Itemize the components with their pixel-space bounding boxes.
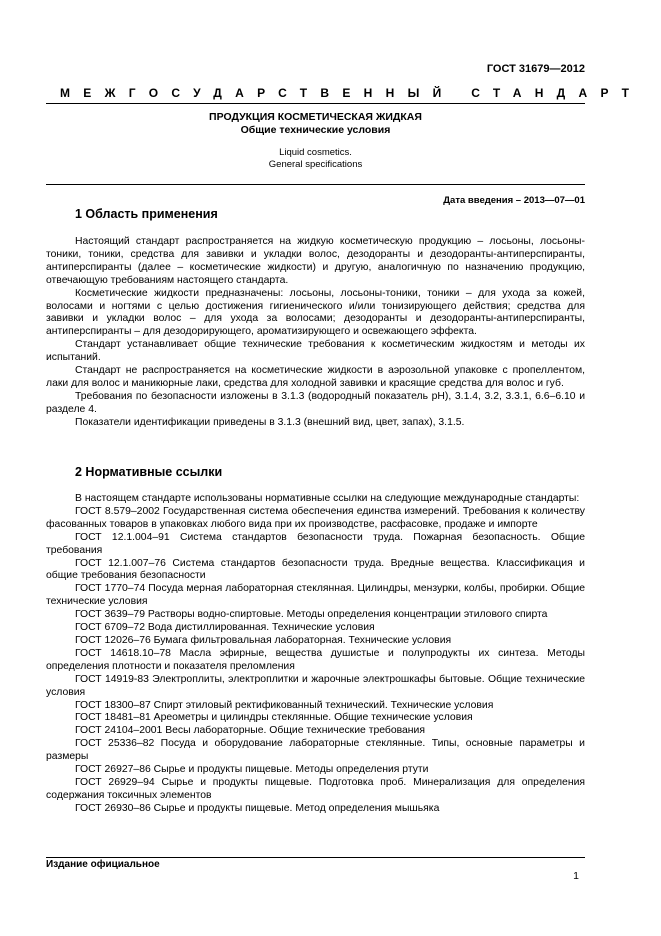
paragraph: Стандарт не распространяется на косметические жидкости в аэрозольной упаковке с пропеллентом, лаки для волос и маникюрные лаки, средства для холодной завивки и красящие средства для волос и губ. [46, 365, 585, 389]
paragraph: Косметические жидкости предназначены: лосьоны, лосьоны-тоники, тоники – для ухода за кожей, волосами и ногтями с целью достижения гигиенического и/или тонизирующего действия; средства для завивки и укладки волос – для ухода за волосами; дезодоранты и дезодоранты-антиперспиранты, антиперспиранты – для дезодорирующего, ароматизирующего и освежающего эффекта. [46, 287, 585, 338]
paragraph: Требования по безопасности изложены в 3.1.3 (водородный показатель pH), 3.1.4, 3.2, 3.3.1, 6.6–6.10 и разделе 4. [46, 390, 585, 415]
reference-item: ГОСТ 3639–79 Растворы водно-спиртовые. Методы определения концентрации этилового спирта [75, 609, 548, 621]
reference-item: ГОСТ 12.1.007–76 Система стандартов безопасности труда. Вредные вещества. Классификация и общие требования безопасности [46, 557, 585, 582]
title-block [46, 111, 585, 171]
section-2-heading: 2 Нормативные ссылки [75, 465, 223, 479]
reference-item: ГОСТ 12026–76 Бумага фильтровальная лабораторная. Технические условия [75, 634, 452, 646]
title-en: Liquid cosmetics. [279, 147, 352, 158]
reference-item: ГОСТ 18481–81 Ареометры и цилиндры стеклянные. Общие технические условия [75, 712, 473, 724]
reference-item: ГОСТ 12.1.004–91 Система стандартов безопасности труда. Пожарная безопасность. Общие требования [46, 531, 585, 556]
subtitle-ru: Общие технические условия [240, 124, 391, 136]
title-rule [46, 184, 585, 185]
reference-item: ГОСТ 8.579–2002 Государственная система обеспечения единства измерений. Требования к количеству фасованных товаров в упаковках любого вида при их производстве, расфасовке, продаже и импорте [46, 505, 585, 530]
reference-item: ГОСТ 26929–94 Сырье и продукты пищевые. Подготовка проб. Минерализация для определения содержания токсичных элементов [46, 776, 585, 801]
paragraph: Настоящий стандарт распространяется на жидкую косметическую продукцию – лосьоны, лосьоны-тоники, тоники, средства для завивки и укладки волос, дезодоранты и дезодоранты-антиперспиранты, антиперспиранты (далее – косметические жидкости) и другую, аналогичную по назначению продукцию, отвечающую требованиям настоящего стандарта. [46, 236, 585, 286]
standard-type: МЕЖГОСУДАРСТВЕННЫЙ СТАНДАРТ [60, 86, 643, 100]
subtitle-en: General specifications [268, 159, 363, 170]
paragraph: Стандарт устанавливает общие технические требования к косметическим жидкостям и методы их испытаний. [46, 339, 585, 364]
footer-rule [46, 857, 585, 858]
reference-item: ГОСТ 24104–2001 Весы лабораторные. Общие технические требования [75, 725, 425, 737]
reference-item: ГОСТ 1770–74 Посуда мерная лабораторная стеклянная. Цилиндры, мензурки, колбы, пробирки. Общие технические условия [46, 583, 585, 608]
intro-date: Дата введения – 2013—07—01 [443, 195, 585, 206]
paragraph: Показатели идентификации приведены в 3.1.3 (внешний вид, цвет, запах), 3.1.5. [75, 416, 465, 428]
reference-item: ГОСТ 26930–86 Сырье и продукты пищевые. Метод определения мышьяка [75, 802, 440, 814]
section-1-body [46, 236, 585, 430]
section-1-heading: 1 Область применения [75, 207, 218, 221]
reference-item: ГОСТ 26927–86 Сырье и продукты пищевые. Методы определения ртути [75, 764, 429, 776]
reference-item: ГОСТ 6709–72 Вода дистиллированная. Технические условия [75, 622, 375, 634]
reference-item: ГОСТ 14919-83 Электроплиты, электроплитки и жарочные электрошкафы бытовые. Общие технические условия [46, 673, 585, 698]
header-rule [46, 103, 585, 104]
page-number: 1 [573, 870, 579, 882]
reference-item: ГОСТ 14618.10–78 Масла эфирные, вещества душистые и полупродукты их синтеза. Методы определения плотности и показателя преломления [46, 647, 585, 672]
title-ru: ПРОДУКЦИЯ КОСМЕТИЧЕСКАЯ ЖИДКАЯ [209, 111, 422, 123]
doc-number: ГОСТ 31679—2012 [486, 63, 585, 75]
edition-label: Издание официальное [46, 859, 160, 870]
reference-item: ГОСТ 18300–87 Спирт этиловый ректификованный технический. Технические условия [75, 699, 494, 711]
paragraph: В настоящем стандарте использованы нормативные ссылки на следующие международные стандарты: [75, 493, 580, 504]
reference-item: ГОСТ 25336–82 Посуда и оборудование лабораторные стеклянные. Типы, основные параметры и размеры [46, 738, 585, 763]
section-2-body [46, 493, 585, 816]
